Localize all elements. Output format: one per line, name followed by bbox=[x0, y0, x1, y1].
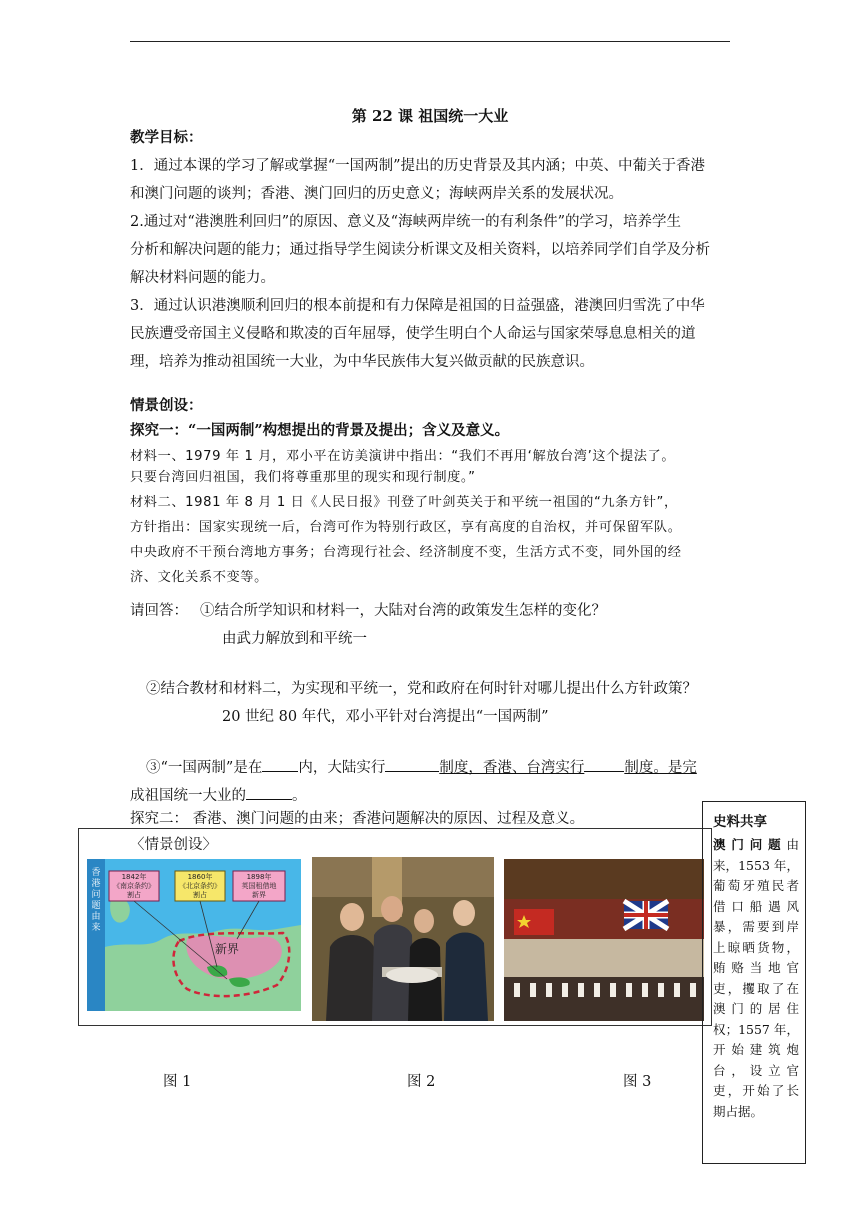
blank-3[interactable] bbox=[584, 757, 624, 772]
goal-1-line-2: 和澳门问题的谈判；香港、澳门回归的历史意义；海峡两岸关系的发展状况。 bbox=[130, 186, 623, 202]
explore-1-heading: 探究一：“一国两制”构想提出的背景及提出；含义及意义。 bbox=[130, 422, 510, 439]
svg-text:新界: 新界 bbox=[252, 891, 266, 899]
svg-text:香港问题由来: 香港问题由来 bbox=[91, 868, 101, 933]
goal-2-line-2: 分析和解决问题的能力；通过指导学生阅读分析课文及相关资料，以培养同学们自学及分析 bbox=[130, 242, 710, 258]
material-2-line-4: 济、文化关系不变等。 bbox=[130, 570, 268, 585]
scene-heading: 情景创设： bbox=[130, 397, 203, 414]
blank-2[interactable] bbox=[385, 757, 439, 772]
svg-text:割占: 割占 bbox=[193, 891, 207, 899]
goal-3-line-2: 民族遭受帝国主义侵略和欺凌的百年屈辱，使学生明白个人命运与国家荣辱息息相关的道 bbox=[130, 326, 696, 342]
sidebar-title: 史料共享 bbox=[713, 814, 767, 830]
question-1 bbox=[130, 601, 606, 621]
meeting-photo-figure bbox=[312, 857, 494, 1021]
hong-kong-map-figure bbox=[87, 859, 301, 1011]
question-3-line-2: 成祖国统一大业的 。 bbox=[130, 785, 307, 806]
blank-4[interactable] bbox=[246, 785, 292, 800]
figure-1-caption: 图 1 bbox=[163, 1074, 192, 1090]
answer-1: 由武力解放到和平统一 bbox=[222, 631, 367, 647]
material-1-line-2: 只要台湾回归祖国，我们将尊重那里的现实和现行制度。” bbox=[130, 470, 476, 485]
svg-text:1898年: 1898年 bbox=[246, 873, 272, 881]
sidebar-bold-lead: 澳门问题 bbox=[713, 837, 787, 852]
goal-1-line-1: 1．通过本课的学习了解或掌握“一国两制”提出的历史背景及其内涵；中英、中葡关于香港 bbox=[130, 158, 706, 174]
material-2-line-3: 中央政府不干预台湾地方事务；台湾现行社会、经济制度不变，生活方式不变，同外国的经 bbox=[130, 545, 682, 560]
goal-3-line-1: 3．通过认识港澳顺利回归的根本前提和有力保障是祖国的日益强盛，港澳回归雪洗了中华 bbox=[130, 298, 705, 314]
svg-text:1860年: 1860年 bbox=[187, 873, 213, 881]
sidebar-macau-box bbox=[702, 801, 806, 1164]
header-rule bbox=[130, 41, 730, 42]
map-label-xinjie: 新界 bbox=[215, 942, 240, 956]
page-title: 第 22 课 祖国统一大业 bbox=[351, 107, 509, 125]
figure-3-caption: 图 3 bbox=[623, 1074, 652, 1090]
svg-text:1842年: 1842年 bbox=[121, 873, 147, 881]
svg-text:《南京条约》: 《南京条约》 bbox=[113, 882, 155, 890]
sidebar-body-text: 由来，1553 年，葡萄牙殖民者借口船遇风暴，需要到岸上晾晒货物，贿赂当地官吏，攫取了在澳门的居住权；1557 年，开始建筑炮台，设立官吏，开始了长期占据。 bbox=[713, 837, 799, 1119]
question-1-text: ①结合所学知识和材料一，大陆对台湾的政策发生怎样的变化？ bbox=[200, 603, 606, 619]
map-box-1898 bbox=[233, 871, 285, 901]
material-2-line-2: 方针指出：国家实现统一后，台湾可作为特别行政区，享有高度的自治权，并可保留军队。 bbox=[130, 520, 682, 535]
svg-text:英国租借地: 英国租借地 bbox=[241, 882, 277, 890]
sub-scene-label: 〈情景创设〉 bbox=[130, 837, 217, 853]
material-1-line-1: 材料一、1979 年 1 月，邓小平在访美演讲中指出：“我们不再用‘解放台湾’这个提法了。 bbox=[130, 449, 676, 464]
material-2-line-1: 材料二、1981 年 8 月 1 日《人民日报》刊登了叶剑英关于和平统一祖国的“九条方针”， bbox=[130, 495, 678, 510]
map-box-1842 bbox=[109, 871, 159, 901]
question-2: ②结合教材和材料二，为实现和平统一，党和政府在何时针对哪儿提出什么方针政策？ bbox=[146, 681, 697, 697]
blank-1[interactable] bbox=[262, 757, 298, 772]
explore-2-heading: 探究二： 香港、澳门问题的由来；香港问题解决的原因、过程及意义。 bbox=[130, 811, 585, 827]
figure-2-caption: 图 2 bbox=[407, 1074, 436, 1090]
goals-heading: 教学目标： bbox=[130, 129, 203, 146]
goal-2-line-1: 2.通过对“港澳胜利回归”的原因、意义及“海峡两岸统一的有利条件”的学习，培养学生 bbox=[130, 214, 681, 230]
ceremony-photo-figure bbox=[504, 859, 704, 1021]
svg-text:《北京条约》: 《北京条约》 bbox=[179, 882, 221, 890]
question-prefix: 请回答： bbox=[130, 603, 188, 619]
map-side-title bbox=[91, 866, 100, 933]
answer-2: 20 世纪 80 年代，邓小平针对台湾提出“一国两制” bbox=[222, 709, 549, 725]
question-3-line-1: ③“一国两制”是在 内，大陆实行 制度，香港、台湾实行 制度。是完 bbox=[146, 757, 697, 778]
svg-text:割占: 割占 bbox=[127, 891, 141, 899]
map-box-1860 bbox=[175, 871, 225, 901]
goal-3-line-3: 理，培养为推动祖国统一大业，为中华民族伟大复兴做贡献的民族意识。 bbox=[130, 354, 594, 370]
sidebar-body bbox=[713, 835, 799, 1122]
goal-2-line-3: 解决材料问题的能力。 bbox=[130, 270, 275, 286]
